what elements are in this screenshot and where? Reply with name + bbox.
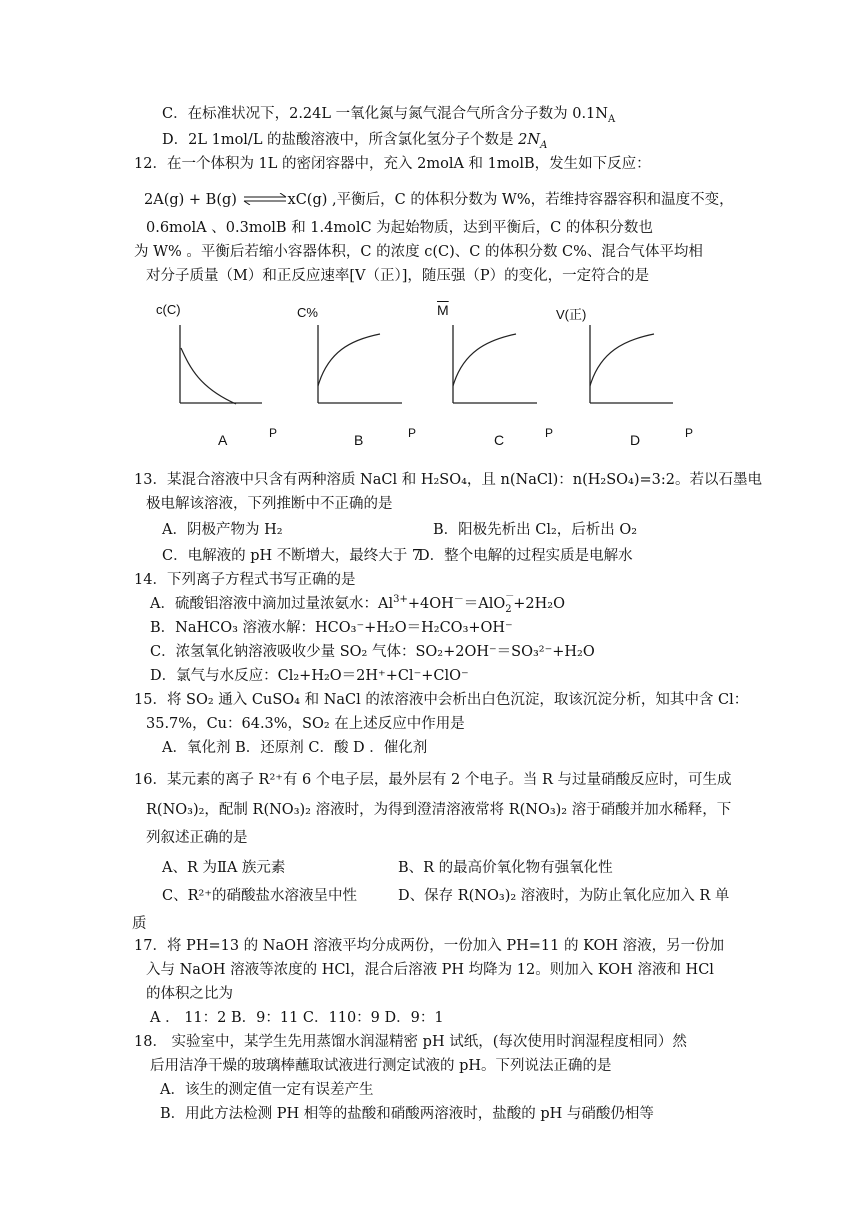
q12-equation-line: 2A(g) + B(g) xC(g) ,平衡后，C 的体积分数为 W%，若维持容器容积和温度不变， [144,192,734,208]
q17-stem-line3: 的体积之比为 [146,986,233,1002]
q16-stem-line2: R(NO₃)₂，配制 R(NO₃)₂ 溶液时，为得到澄清溶液常将 R(NO₃)₂ 溶于硝酸并加水稀释，下 [146,802,732,818]
q18-stem-line1: 18． 实验室中，某学生先用蒸馏水润湿精密 pH 试纸，(每次使用时润湿程度相同）然 [134,1034,687,1050]
graph-d-ylabel: V(正) [556,307,587,322]
q16-option-a: A、R 为ⅡA 族元素 [162,860,286,876]
q15-options: A．氧化剂 B．还原剂 C．酸 D ．催化剂 [162,740,428,756]
q14-stem: 14．下列离子方程式书写正确的是 [134,572,356,588]
graph-b-ylabel: C% [297,305,318,320]
q14-option-c: C．浓氢氧化钠溶液吸收少量 SO₂ 气体：SO₂+2OH⁻＝SO₃²⁻+H₂O [150,644,595,660]
q11-option-c: C．在标准状况下，2.24L 一氧化氮与氮气混合气所含分子数为 $0.1N_A$ [162,106,616,125]
graph-c-curve [453,334,516,386]
graph-d [590,325,673,403]
q14-option-b: B．NaHCO₃ 溶液水解：HCO₃⁻+H₂O＝H₂CO₃+OH⁻ [150,620,513,636]
q16-option-b: B、R 的最高价氧化物有强氧化性 [398,860,613,876]
q18-option-a: A．该生的测定值一定有误差产生 [160,1082,374,1098]
graph-b-xlabel: P [408,426,417,440]
graph-a-xlabel: P [269,426,278,440]
graph-d-curve [590,334,654,386]
q14-option-a: A．硫酸铝溶液中滴加过量浓氨水：$Al^{3+}+4OH^-=AlO$ － 2 +2H₂O [150,592,565,615]
q13-option-b: B．阳极先析出 Cl₂，后析出 O₂ [433,522,638,538]
graph-a-curve [181,348,236,404]
q16-option-c: C、R²⁺的硝酸盐水溶液呈中性 [162,888,357,904]
graph-c-ylabel: M [437,302,449,318]
q13-option-c: C．电解液的 pH 不断增大，最终大于 7 [162,548,422,564]
q18-stem-line2: 后用洁净干燥的玻璃棒蘸取试液进行测定试液的 pH。下列说法正确的是 [150,1058,612,1074]
graph-a-ylabel: c(C) [156,302,181,317]
reversible-arrow-icon [242,191,288,203]
q16-option-d-wrap: 质 [132,916,147,932]
graph-d-name: D [630,432,641,448]
q16-stem-line3: 列叙述正确的是 [146,830,248,846]
graph-d-xlabel: P [685,426,694,440]
q12-stem-line1: 12．在一个体积为 1L 的密闭容器中，充入 2molA 和 1molB，发生如下反应： [134,156,651,172]
graph-c [453,325,537,403]
q15-stem-line1: 15．将 SO₂ 通入 CuSO₄ 和 NaCl 的浓溶液中会析出白色沉淀，取该沉淀分析，知其中含 Cl： [134,692,749,708]
q18-option-b: B．用此方法检测 PH 相等的盐酸和硝酸两溶液时，盐酸的 pH 与硝酸仍相等 [160,1106,654,1122]
q14-option-d: D．氯气与水反应：Cl₂+H₂O＝2H⁺+Cl⁻+ClO⁻ [150,668,469,684]
q13-stem-line2: 极电解该溶液，下列推断中不正确的是 [146,496,393,512]
q17-options: A ． 11：2 B．9：11 C．110：9 D．9：1 [150,1010,444,1026]
graph-b-curve [318,334,380,386]
q17-stem-line2: 入与 NaOH 溶液等浓度的 HCl，混合后溶液 PH 均降为 12。则加入 KOH 溶液和 HCl [146,962,714,978]
q15-stem-line2: 35.7%，Cu：64.3%，SO₂ 在上述反应中作用是 [146,716,465,732]
graph-b [318,325,402,403]
q13-option-a: A．阴极产物为 H₂ [162,522,283,538]
q12-stem-line3: 0.6molA 、0.3molB 和 1.4molC 为起始物质，达到平衡后，C 的体积分数也 [146,220,653,236]
q13-option-d: D．整个电解的过程实质是电解水 [418,548,633,564]
graph-c-name: C [494,432,505,448]
q17-stem-line1: 17．将 PH=13 的 NaOH 溶液平均分成两份，一份加入 PH=11 的 KOH 溶液，另一份加 [134,938,725,954]
graph-c-xlabel: P [545,426,554,440]
graph-a-name: A [218,432,228,448]
graph-b-name: B [354,432,364,448]
q11-option-d: D．2L 1mol/L 的盐酸溶液中，所含氯化氢分子个数是 $2N_A$ [162,132,548,151]
q16-stem-line1: 16．某元素的离子 R²⁺有 6 个电子层，最外层有 2 个电子。当 R 与过量硝酸反应时，可生成 [134,772,732,788]
graph-a [180,325,262,404]
q12-stem-line4: 为 W% 。平衡后若缩小容器体积，C 的浓度 c(C)、C 的体积分数 C%、混合气体平均相 [134,244,703,260]
q13-stem-line1: 13．某混合溶液中只含有两种溶质 NaCl 和 H₂SO₄，且 n(NaCl)：n(H₂SO₄)=3:2。若以石墨电 [134,472,762,488]
q12-stem-line5: 对分子质量（M）和正反应速率[V（正）]，随压强（P）的变化，一定符合的是 [146,268,650,284]
q16-option-d: D、保存 R(NO₃)₂ 溶液时，为防止氧化应加入 R 单 [398,888,730,904]
